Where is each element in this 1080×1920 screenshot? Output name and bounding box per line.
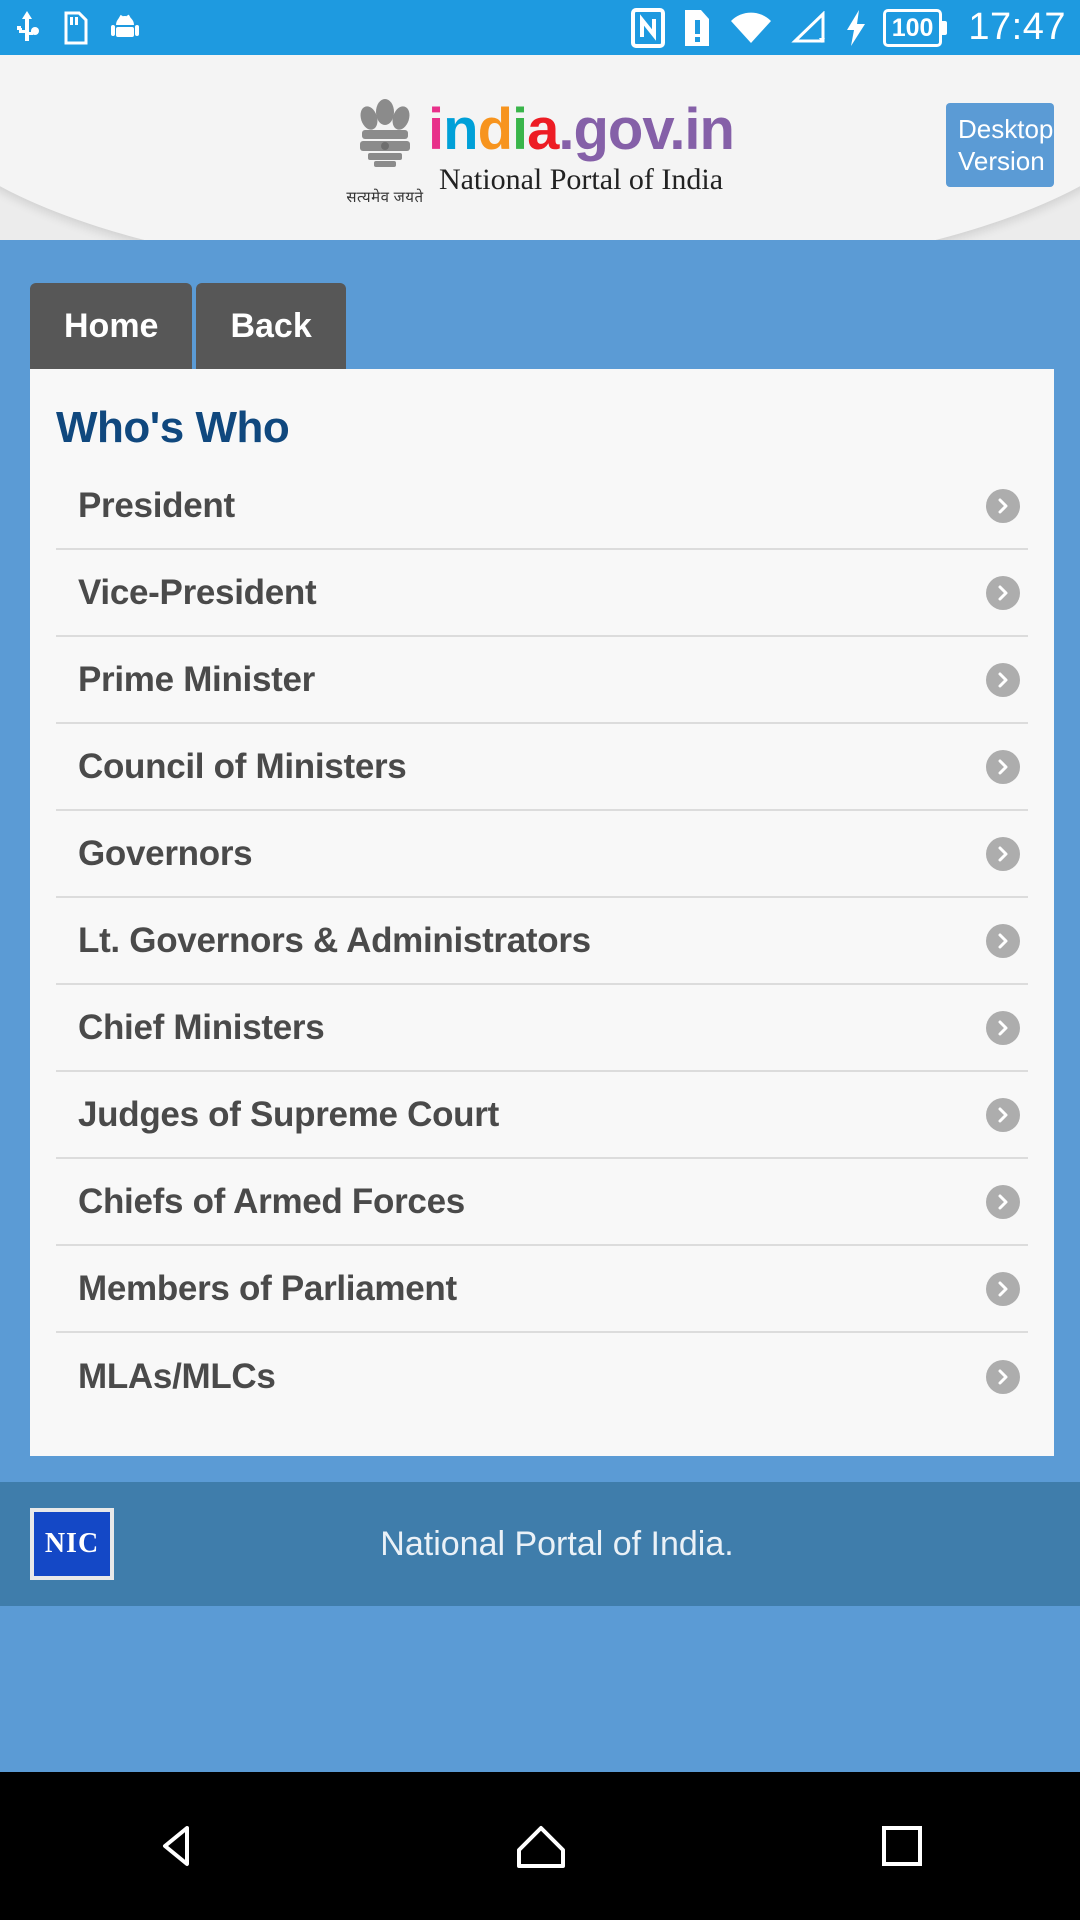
list-item[interactable] — [56, 550, 1028, 637]
recents-square-icon[interactable] — [877, 1821, 927, 1871]
back-triangle-icon[interactable] — [153, 1820, 205, 1872]
list-item-label: Chiefs of Armed Forces — [78, 1181, 465, 1221]
chevron-right-icon[interactable] — [986, 1098, 1020, 1132]
back-button[interactable]: Back — [196, 283, 345, 369]
list-item-label: MLAs/MLCs — [78, 1356, 276, 1396]
list-item[interactable] — [56, 1333, 1028, 1420]
sd-card-icon — [62, 11, 88, 45]
system-navigation-bar — [0, 1772, 1080, 1920]
chevron-right-icon[interactable] — [986, 1272, 1020, 1306]
list-item[interactable] — [56, 1246, 1028, 1333]
list-item-label: Governors — [78, 833, 253, 873]
site-header — [0, 55, 1080, 240]
list-item-label: Lt. Governors & Administrators — [78, 920, 591, 960]
nic-logo[interactable]: NIC — [30, 1508, 114, 1580]
site-footer — [0, 1482, 1080, 1606]
page-nav-buttons — [0, 240, 1080, 369]
desktop-version-button[interactable]: Desktop Version — [946, 103, 1054, 187]
chevron-right-icon[interactable] — [986, 1185, 1020, 1219]
chevron-right-icon[interactable] — [986, 576, 1020, 610]
status-icons-left — [14, 11, 140, 45]
sim-alert-icon — [681, 8, 713, 48]
list-item-label: Chief Ministers — [78, 1007, 325, 1047]
status-bar — [0, 0, 1080, 55]
national-emblem-icon — [346, 89, 424, 207]
battery-level: 100 — [883, 9, 943, 47]
footer-text: National Portal of India. — [380, 1524, 734, 1563]
list-item-label: President — [78, 485, 235, 525]
status-icons-right — [631, 6, 1066, 49]
emblem-motto: सत्यमेव जयते — [346, 189, 424, 206]
whos-who-list — [30, 463, 1054, 1420]
list-item[interactable] — [56, 985, 1028, 1072]
list-item[interactable] — [56, 898, 1028, 985]
chevron-right-icon[interactable] — [986, 837, 1020, 871]
chevron-right-icon[interactable] — [986, 663, 1020, 697]
chevron-right-icon[interactable] — [986, 924, 1020, 958]
chevron-right-icon[interactable] — [986, 1360, 1020, 1394]
brand-subtitle: National Portal of India — [438, 162, 724, 196]
charging-icon — [845, 10, 867, 46]
home-icon[interactable] — [512, 1820, 570, 1872]
content-card — [30, 369, 1054, 1456]
chevron-right-icon[interactable] — [986, 750, 1020, 784]
list-item[interactable] — [56, 811, 1028, 898]
list-item-label: Prime Minister — [78, 659, 315, 699]
wifi-icon — [729, 11, 773, 45]
usb-icon — [14, 11, 40, 45]
list-item-label: Council of Ministers — [78, 746, 407, 786]
list-item-label: Members of Parliament — [78, 1268, 457, 1308]
chevron-right-icon[interactable] — [986, 489, 1020, 523]
nfc-icon — [631, 8, 665, 48]
chevron-right-icon[interactable] — [986, 1011, 1020, 1045]
home-button[interactable]: Home — [30, 283, 192, 369]
list-item[interactable] — [56, 463, 1028, 550]
list-item[interactable] — [56, 1159, 1028, 1246]
brand-title: india.gov.in — [428, 96, 734, 162]
list-item[interactable] — [56, 1072, 1028, 1159]
list-item[interactable] — [56, 637, 1028, 724]
list-item-label: Judges of Supreme Court — [78, 1094, 499, 1134]
page-title: Who's Who — [56, 403, 290, 452]
android-icon — [110, 13, 140, 43]
list-item-label: Vice-President — [78, 572, 317, 612]
list-item[interactable] — [56, 724, 1028, 811]
signal-icon — [789, 11, 829, 45]
status-clock: 17:47 — [968, 6, 1066, 48]
site-brand — [428, 96, 734, 197]
